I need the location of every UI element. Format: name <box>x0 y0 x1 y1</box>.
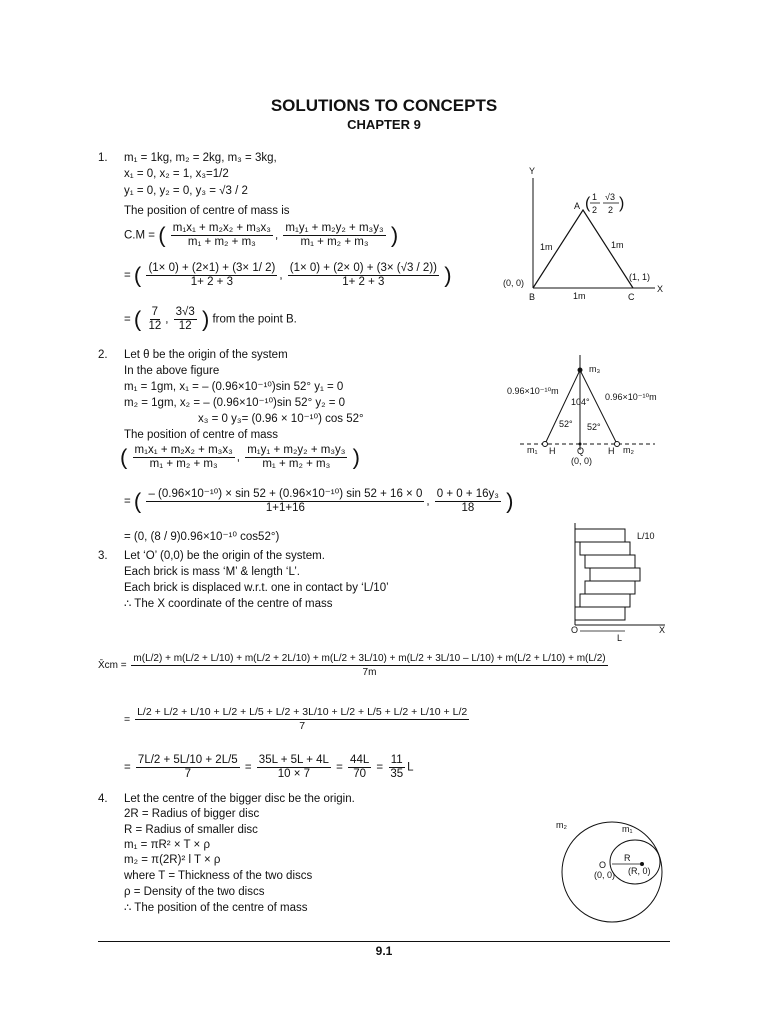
fig1-ay-den: 2 <box>608 205 614 215</box>
q3-e6-den: 35 <box>390 768 404 780</box>
fig1-y: Y <box>529 166 536 176</box>
q1-r1-den: 12 <box>148 320 162 332</box>
fig1-ax-num: 1 <box>592 192 598 202</box>
fig1-ax-den: 2 <box>592 205 598 215</box>
q1-f2-num: m₁y₁ + m₂y₂ + m₃y₃ <box>285 222 384 234</box>
fig4-o: O <box>599 860 607 870</box>
brick-5 <box>585 581 635 594</box>
q2-f2-den: m₁ + m₂ + m₃ <box>262 458 331 470</box>
q4-line-5: m₂ = π(2R)² l T × ρ <box>124 854 221 866</box>
triangle-figure <box>495 160 675 305</box>
fig4-m1: m₁ <box>622 824 633 834</box>
fig1-paren-r: ) <box>619 195 625 212</box>
q3-e6-num: 11 <box>390 754 403 766</box>
q2-number: 2. <box>98 349 108 361</box>
q3-expression-2: = L/2 + L/2 + L/10 + L/2 + L/5 + L/2 + 3L/10 + L/2 + L/5 + L/2 + L/10 + L/2 7 <box>124 706 468 732</box>
fig3-label: L/10 <box>637 531 655 541</box>
q2-line-3: m₁ = 1gm, x₁ = – (0.96×10⁻¹⁰)sin 52° y₁ = 0 <box>124 381 344 393</box>
q3-e1-den: 7m <box>362 667 377 678</box>
q1-number: 1. <box>98 152 108 164</box>
q3-e4-num: 35L + 5L + 4L <box>258 754 329 766</box>
fig1-paren-l: ( <box>585 195 591 212</box>
q1-f1-den: m₁ + m₂ + m₃ <box>187 236 256 248</box>
fig1-pc: (1, 1) <box>629 272 651 282</box>
brick-4 <box>590 568 640 581</box>
fig1-side2: 1m <box>611 240 624 250</box>
q4-line-3: R = Radius of smaller disc <box>124 824 258 836</box>
page-number: 9.1 <box>375 944 393 958</box>
q3-e2-den: 7 <box>299 720 306 732</box>
fig2-m1: m₁ <box>527 445 538 455</box>
q3-e5-num: 44L <box>350 754 370 766</box>
discs-figure <box>550 812 675 932</box>
q2-g2-den: 18 <box>461 502 475 514</box>
q4-line-2: 2R = Radius of bigger disc <box>124 808 260 820</box>
q1-line-2: x₁ = 0, x₂ = 1, x₃=1/2 <box>124 168 229 180</box>
q2-line-1: Let θ be the origin of the system <box>124 349 288 361</box>
q1-result-tail: from the point B. <box>212 313 297 326</box>
q1-line-3: y₁ = 0, y₂ = 0, y₃ = √3 / 2 <box>124 185 248 197</box>
q1-substitution: = ( $\frac{(1\times 0) + (2\times 1) + (3\times 1/ 2)}{1+ 2 + 3}$ , $\frac{(1\times 0) + (2\times 0) + (3\times (√3 / 2))}{1+ 2 + 3}$ ) <box>124 262 452 288</box>
fig3-l: L <box>617 633 623 643</box>
q1-r2-num: 3√3 <box>175 306 195 318</box>
fig1-origin: (0, 0) <box>503 278 525 288</box>
bricks-figure <box>565 515 675 645</box>
q1-g2-num: (1× 0) + (2× 0) + (3× (√3 / 2)) <box>289 262 437 274</box>
q3-line-2: Each brick is mass ‘M’ & length ‘L’. <box>124 566 300 578</box>
brick-1 <box>575 529 625 542</box>
fig2-h2: H <box>608 446 615 456</box>
fig1-a: A <box>574 201 581 211</box>
fig2-bond-right <box>580 370 617 444</box>
brick-2 <box>580 542 630 555</box>
q3-e1-num: m(L/2) + m(L/2 + L/10) + m(L/2 + 2L/10) + m(L/2 + 3L/10) + m(L/2 + 3L/10 – L/10) + m(L/2 + L/10) + m(L/2) <box>133 653 606 664</box>
q1-g1-den: 1+ 2 + 3 <box>190 276 233 288</box>
q4-line-1: Let the centre of the bigger disc be the origin. <box>124 793 355 805</box>
q3-e3-den: 7 <box>184 768 191 780</box>
q3-expression-3: = $\frac{7L/2 + 5L/10 + 2L/5}{7}$ = $\frac{35L + 5L + 4L}{10 \times 7}$ = $\frac{44L}{70}$ = $\frac{11}{35}$ L <box>124 754 414 780</box>
fig2-d2: 0.96×10⁻¹⁰m <box>605 392 657 402</box>
cm-label: C.M = <box>124 229 155 242</box>
fig2-h1: H <box>549 446 556 456</box>
q2-g2-num: 0 + 0 + 16y₃ <box>436 488 499 500</box>
fig4-r: R <box>624 853 631 863</box>
fig4-origin: (0, 0) <box>594 870 616 880</box>
q3-number: 3. <box>98 550 108 562</box>
fig1-b: B <box>529 292 536 302</box>
q2-line-5: x₃ = 0 y₃= (0.96 × 10⁻¹⁰) cos 52° <box>198 413 364 425</box>
q2-f2-num: m₁y₁ + m₂y₂ + m₃y₃ <box>247 444 346 456</box>
q1-line-1: m₁ = 1kg, m₂ = 2kg, m₃ = 3kg, <box>124 152 277 164</box>
fig1-side1: 1m <box>540 242 553 252</box>
fig2-atom-m2 <box>615 442 620 447</box>
brick-7 <box>575 607 625 620</box>
page-title: SOLUTIONS TO CONCEPTS <box>270 96 498 115</box>
brick-3 <box>585 555 635 568</box>
q1-result: = ( $\frac{7}{12}$ , $\frac{3√3}{12}$ ) from the point B. <box>124 306 297 332</box>
q2-g1-den: 1+1+16 <box>265 502 305 514</box>
fig2-atom-m3 <box>578 368 583 373</box>
fig2-a2: 52° <box>559 419 573 429</box>
q1-g1-num: (1× 0) + (2×1) + (3× 1/ 2) <box>148 262 276 274</box>
q1-g2-den: 1+ 2 + 3 <box>342 276 385 288</box>
smaller-disc <box>610 840 660 884</box>
q3-e3-num: 7L/2 + 5L/10 + 2L/5 <box>137 754 238 766</box>
fig2-bond-left <box>545 370 580 444</box>
q2-g1-num: – (0.96×10⁻¹⁰) × sin 52 + (0.96×10⁻¹⁰) sin 52 + 16 × 0 <box>148 488 423 500</box>
fig2-m3: m₃ <box>589 364 601 374</box>
fig1-side3: 1m <box>573 291 586 301</box>
fig1-c: C <box>628 292 635 302</box>
q3-expression-1 <box>98 652 610 679</box>
q4-number: 4. <box>98 793 108 805</box>
q2-line-6: The position of centre of mass <box>124 429 279 441</box>
q3-line-4: ∴ The X coordinate of the centre of mass <box>124 598 333 610</box>
q3-e4-den: 10 × 7 <box>277 768 311 780</box>
q1-r1-num: 7 <box>151 306 159 318</box>
fig4-rpt: (R, 0) <box>628 866 651 876</box>
q2-result: = (0, (8 / 9)0.96×10⁻¹⁰ cos52°) <box>124 531 280 543</box>
q3-e2-num: L/2 + L/2 + L/10 + L/2 + L/5 + L/2 + 3L/10 + L/2 + L/5 + L/2 + L/10 + L/2 <box>137 706 468 718</box>
chapter-heading: CHAPTER 9 <box>347 117 421 132</box>
molecule-figure <box>505 350 675 475</box>
fig4-m2: m₂ <box>556 820 567 830</box>
q4-line-7: ρ = Density of the two discs <box>124 886 265 898</box>
q4-line-8: ∴ The position of the centre of mass <box>124 902 308 914</box>
fig2-atom-m1 <box>543 442 548 447</box>
fig2-a1: 104° <box>571 397 590 407</box>
q3-e6-tail: L <box>407 761 414 774</box>
q1-line-4: The position of centre of mass is <box>124 205 290 217</box>
q2-line-2: In the above figure <box>124 365 220 377</box>
q1-cm-formula: C.M = ( $\frac{\text{m₁x₁ + m₂x₂ + m₃x₃}}{\text{m₁ + m₂ + m₃}}$ , $\frac{\text{m₁y₁ + m₂y₂ + m₃y₃}}{\text{m₁ + m₂ + m₃}}$ ) <box>124 222 399 248</box>
fig3-x: X <box>659 625 666 635</box>
q4-line-4: m₁ = πR² × T × ρ <box>124 839 210 851</box>
q3-line-1: Let ‘O’ (0,0) be the origin of the system. <box>124 550 325 562</box>
fig1-x: X <box>657 284 664 294</box>
q2-line-4: m₂ = 1gm, x₂ = – (0.96×10⁻¹⁰)sin 52° y₂ = 0 <box>124 397 346 409</box>
q1-r2-den: 12 <box>178 320 192 332</box>
fig1-ay-num: √3 <box>605 192 615 202</box>
fig2-q: Q <box>577 446 585 456</box>
q2-cm-formula: ( $\frac{\text{m₁x₁ + m₂x₂ + m₃x₃}}{\text{m₁ + m₂ + m₃}}$ , $\frac{\text{m₁y₁ + m₂y₂ + m₃y₃}}{\text{m₁ + m₂ + m₃}}$ ) <box>120 444 360 470</box>
fig2-a3: 52° <box>587 422 601 432</box>
q1-f1-num: m₁x₁ + m₂x₂ + m₃x₃ <box>172 222 271 234</box>
q1-f2-den: m₁ + m₂ + m₃ <box>300 236 369 248</box>
fig2-m2: m₂ <box>623 445 634 455</box>
q4-line-6: where T = Thickness of the two discs <box>124 870 313 882</box>
footer-rule <box>98 941 670 942</box>
xcm-label: X̄cm = <box>98 660 127 672</box>
fig2-d1: 0.96×10⁻¹⁰m <box>507 386 559 396</box>
fig3-o: O <box>571 625 579 635</box>
q3-line-3: Each brick is displaced w.r.t. one in contact by ‘L/10’ <box>124 582 389 594</box>
fig2-origin: (0, 0) <box>571 456 593 466</box>
q2-f1-num: m₁x₁ + m₂x₂ + m₃x₃ <box>134 444 233 456</box>
q2-substitution: = ( $\frac{\text{– (0.96×10⁻¹⁰) × sin 52 + (0.96×10⁻¹⁰) sin 52 + 16 × 0}}{1+1+16}$ , $\frac{\text{0 + 0 + 16y₃}}{18}$ ) <box>124 488 514 514</box>
q3-e5-den: 70 <box>353 768 367 780</box>
brick-6 <box>580 594 630 607</box>
q2-f1-den: m₁ + m₂ + m₃ <box>149 458 218 470</box>
